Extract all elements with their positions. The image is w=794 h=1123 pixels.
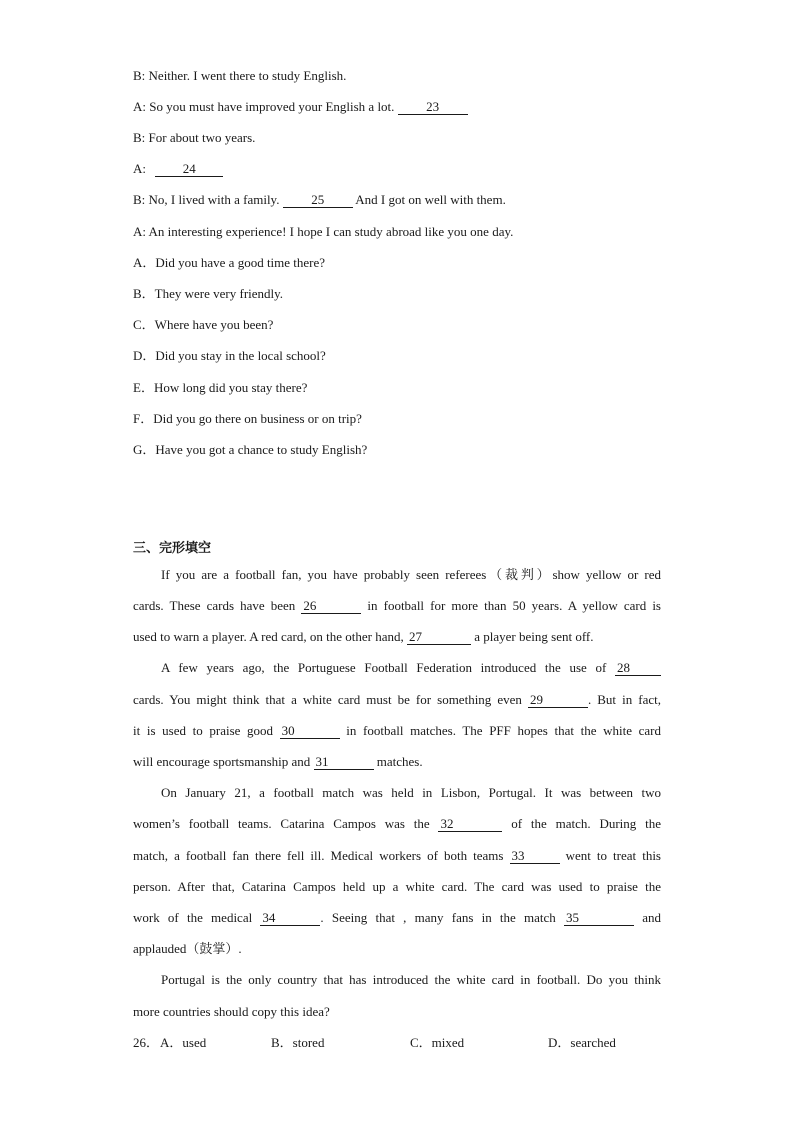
passage-text: went to treat this xyxy=(559,848,661,863)
section-title: 三、完形填空 xyxy=(133,541,212,556)
dialogue-line-1 xyxy=(133,68,346,84)
choice-c[interactable]: C．mixed xyxy=(410,1035,465,1050)
choice-b[interactable]: B．stored xyxy=(271,1035,325,1050)
blank-35[interactable]: 35 xyxy=(564,911,634,926)
choice-a[interactable]: A．used xyxy=(160,1035,207,1050)
passage-text: applauded（鼓掌）. xyxy=(133,941,242,956)
passage-text: cards. These cards have been xyxy=(133,598,302,613)
dialogue-line-5 xyxy=(133,192,506,208)
passage-text: used to warn a player. A red card, on the other hand, xyxy=(133,629,407,644)
passage-line xyxy=(133,910,661,926)
passage-line xyxy=(161,972,661,988)
option-text: G．Have you got a chance to study English? xyxy=(133,442,368,457)
dialogue-line-6 xyxy=(133,224,513,240)
passage-text: . Seeing that , many fans in the match xyxy=(320,910,564,925)
choice-d[interactable]: D．searched xyxy=(548,1035,616,1050)
dialogue-text: A: So you must have improved your English a lot. xyxy=(133,99,398,114)
blank-24[interactable]: 24 xyxy=(155,162,223,177)
passage-line xyxy=(161,785,661,801)
passage-text: If you are a football fan, you have probably seen referees（裁判）show yellow or red xyxy=(161,567,661,582)
passage-line xyxy=(133,629,661,645)
dialogue-text: B: No, I lived with a family. xyxy=(133,192,283,207)
option-text: F．Did you go there on business or on trip? xyxy=(133,411,362,426)
passage-text: in football matches. The PFF hopes that the white card xyxy=(339,723,661,738)
passage-text: work of the medical xyxy=(133,910,261,925)
option-text: A．Did you have a good time there? xyxy=(133,255,326,270)
blank-32[interactable]: 32 xyxy=(438,817,502,832)
blank-30[interactable]: 30 xyxy=(280,724,340,739)
passage-text: . But in fact, xyxy=(587,692,661,707)
blank-23[interactable]: 23 xyxy=(398,100,468,115)
blank-26[interactable]: 26 xyxy=(301,599,361,614)
option-b xyxy=(133,286,283,302)
passage-text: A few years ago, the Portuguese Football Federation introduced the use of xyxy=(161,660,615,675)
blank-28[interactable]: 28 xyxy=(615,661,661,676)
passage-line xyxy=(161,567,661,583)
passage-text: and xyxy=(634,910,661,925)
option-text: B．They were very friendly. xyxy=(133,286,284,301)
passage-line xyxy=(133,598,661,614)
passage-line xyxy=(133,723,661,739)
passage-line xyxy=(133,692,661,708)
dialogue-text: B: For about two years. xyxy=(133,130,256,145)
option-e xyxy=(133,380,307,396)
passage-text: person. After that, Catarina Campos held up a white card. The card was used to praise the xyxy=(133,879,661,894)
dialogue-line-4 xyxy=(133,161,223,177)
blank-31[interactable]: 31 xyxy=(314,755,374,770)
passage-text: more countries should copy this idea? xyxy=(133,1004,330,1019)
blank-27[interactable]: 27 xyxy=(407,630,471,645)
passage-line xyxy=(133,816,661,832)
dialogue-text: A: xyxy=(133,161,150,176)
question-number: 26． xyxy=(133,1035,160,1050)
passage-line xyxy=(133,848,661,864)
dialogue-line-2 xyxy=(133,99,468,115)
dialogue-text: B: Neither. I went there to study English. xyxy=(133,68,347,83)
passage-text: match, a football fan there fell ill. Medical workers of both teams xyxy=(133,848,510,863)
passage-line xyxy=(133,754,661,770)
passage-text: matches. xyxy=(373,754,423,769)
passage-text: in football for more than 50 years. A yellow card is xyxy=(361,598,661,613)
option-text: D．Did you stay in the local school? xyxy=(133,348,326,363)
option-a xyxy=(133,255,325,271)
passage-text: cards. You might think that a white card must be for something even xyxy=(133,692,528,707)
passage-line xyxy=(133,879,661,895)
passage-text: of the match. During the xyxy=(502,816,661,831)
passage-text: women’s football teams. Catarina Campos was the xyxy=(133,816,439,831)
passage-text: it is used to praise good xyxy=(133,723,280,738)
option-text: E．How long did you stay there? xyxy=(133,380,308,395)
passage-text: a player being sent off. xyxy=(471,629,594,644)
blank-33[interactable]: 33 xyxy=(510,849,560,864)
passage-text: will encourage sportsmanship and xyxy=(133,754,314,769)
dialogue-line-3 xyxy=(133,130,255,146)
option-text: C．Where have you been? xyxy=(133,317,274,332)
blank-34[interactable]: 34 xyxy=(260,911,320,926)
option-c xyxy=(133,317,273,333)
option-d xyxy=(133,348,326,364)
passage-line xyxy=(161,660,661,676)
option-f xyxy=(133,411,362,427)
blank-25[interactable]: 25 xyxy=(283,193,353,208)
dialogue-text: And I got on well with them. xyxy=(352,192,506,207)
passage-text: Portugal is the only country that has introduced the white card in football. Do you think xyxy=(161,972,661,987)
dialogue-text: A: An interesting experience! I hope I can study abroad like you one day. xyxy=(133,224,514,239)
passage-text: On January 21, a football match was held in Lisbon, Portugal. It was between two xyxy=(161,785,661,800)
blank-29[interactable]: 29 xyxy=(528,693,588,708)
option-g xyxy=(133,442,367,458)
passage-line xyxy=(133,1004,661,1020)
passage-line xyxy=(133,941,661,957)
